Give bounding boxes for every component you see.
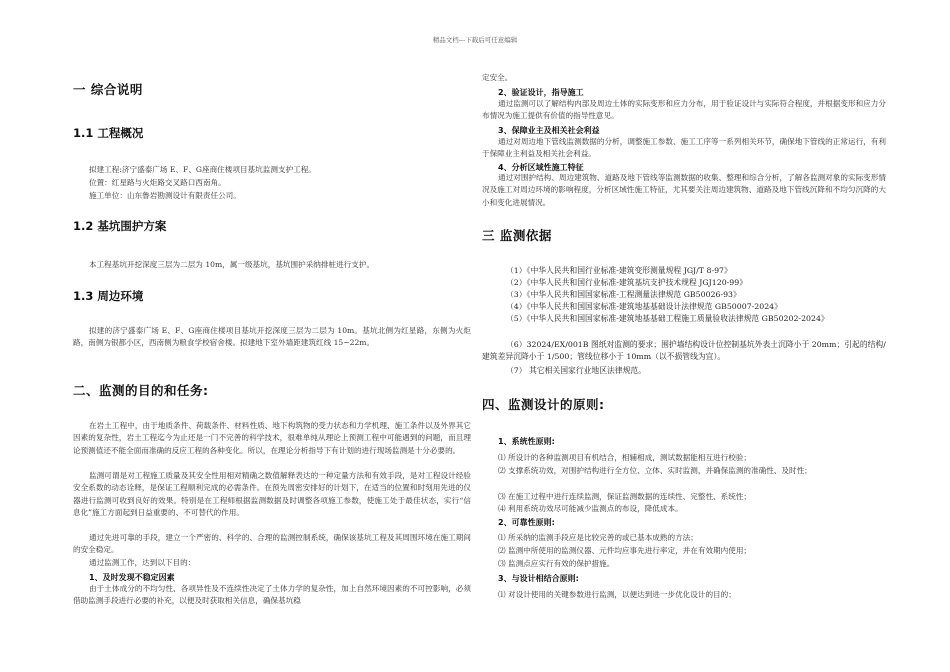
goal-2-text: 通过监测可以了解结构内部及周边土体的实际变形和应力分布，用于验证设计与实际符合程度，并根据变形和应力分布情况为施工提供有价值的指导性意见。 [482,99,886,121]
principle-2-item: ⑶ 监测点应实行有效的保护措施。 [498,559,615,568]
principle-1-item-text: ⑵ 支撑系统功效，对围护结构进行全方位、立体、实时监测，并确保监测的准确性、及时性； [498,466,812,475]
section-2-para-3: 通过先进可靠的手段，建立一个严密的、科学的、合理的监测控制系统，确保该基坑工程及其周围环境在施工期间的安全稳定。 [73,533,471,555]
project-location: 位置：红星路与火炬路交叉路口西南角。 [89,178,226,187]
section-2-title: 二、监测的目的和任务: [73,383,209,398]
principle-1-item: ⑶ 在施工过程中进行连续监测，保证监测数据的连续性、完整性、系统性； [498,492,752,501]
section-1-3-text: 拟建的济宁盛泰广场 E、F、G座商住楼项目基坑开挖深度三层为二层为 10m。基坑北侧为红星路，东侧为火炬路，南侧为银都小区，西南侧为粮食学校宿舍楼。拟建地下室外墙距建筑红线 15~22m。 [73,326,471,348]
goal-3-title: 3、保障业主及相关社会利益 [498,126,600,135]
reference-item: （5）《中华人民共和国国家标准-建筑地基基础工程施工质量验收法律规范 GB50202-2024》 [506,314,829,323]
goal-3-text: 通过对周边地下管线监测数据的分析，调整施工参数、施工工序等一系列相关环节，确保地下管线的正常运行，有利于保障业主利益及相关社会利益。 [482,137,886,159]
goal-1-text: 由于土体成分的不均匀性、各项异性及不连续性决定了土体力学的复杂性，加上自然环境因素的不可控影响，必须借助监测手段进行必要的补充，以便及时获取相关信息，确保基坑稳 [73,584,471,606]
principle-2-item: ⑵ 监测中所使用的监测仪器、元件均应事先进行率定，并在有效期内使用； [498,546,752,555]
project-name: 拟建工程:济宁盛泰广场 E、F、G座商住楼项目基坑监测支护工程。 [89,165,316,174]
principle-2-item: ⑴ 所采纳的监测手段应是比较完善的或已基本成熟的方法； [498,533,698,542]
section-1-title: 一 综合说明 [73,82,143,97]
continued-text: 定安全。 [482,73,513,82]
section-3-title: 三 监测依据 [482,228,552,243]
section-2-para-1: 在岩土工程中，由于地质条件、荷载条件、材料性质、地下构筑物的受力状态和力学机理、施工条件以及外界其它因素的复杂性，岩土工程迄今为止还是一门不完善的科学技术，很难单纯从理论上预测工程中可能遇到的问题，而且理论预测值还不能全面而准确的反应工程的各种变化。所以，在理论分析指导下有计划的进行现场监测是十分必要的。 [73,421,471,455]
reference-item-6: （6）32024/EX/001B 图纸对监测的要求；围护墙结构设计位控制基坑外表土沉降小于 20mm；引起的结构/建筑差异沉降小于 1/500；管线位移小于 10mm（以不损管线为宜）。 [482,340,886,361]
principle-3-item: ⑴ 对设计使用的关键参数进行监测，以便达到进一步优化设计的目的； [498,590,736,599]
reference-item: （1）《中华人民共和国行业标准-建筑变形测量规程 JGJ/T 8-97》 [506,266,732,275]
section-4-title: 四、监测设计的原则: [482,397,605,412]
header-note: 精品文档---下载后可任意编辑 [432,36,518,44]
reference-item: （3）《中华人民共和国国家标准-工程测量法律规范 GB50026-93》 [506,290,741,299]
section-1-1-title: 1.1 工程概况 [73,126,144,140]
reference-item: （2）《中华人民共和国行业标准-建筑基坑支护技术规程 JGJ120-99》 [506,278,748,287]
section-2-para-4: 通过监测工作，达到以下目的： [89,558,196,567]
section-1-3-title: 1.3 周边环境 [73,289,144,303]
principle-1-item: ⑷ 利用系统功效尽可能减少监测点的布设，降低成本。 [498,504,683,513]
goal-1-title: 1、及时发现不稳定因素 [89,573,175,582]
principle-3-title: 3、与设计相结合原则: [498,574,579,583]
principle-2-title: 2、可靠性原则: [498,518,555,527]
section-1-2-title: 1.2 基坑围护方案 [73,219,167,233]
goal-2-title: 2、验证设计，指导施工 [498,88,584,97]
principle-1-item: ⑴ 所设计的各种监测项目有机结合，相辅相成，测试数据能相互进行校验； [498,453,752,462]
principle-1-title: 1、系统性原则: [498,437,555,446]
principle-1-item [482,465,886,477]
reference-item-7: （7） 其它相关国家行业地区法律规范。 [506,366,646,375]
reference-item: （4）《中华人民共和国国家标准-建筑地基基础设计法律规范 GB50007-2024》 [506,302,782,311]
goal-4-title: 4、分析区域性施工特征 [498,163,584,172]
goal-4-text: 通过对围护结构、周边建筑物、道路及地下管线等监测数据的收集、整理和综合分析，了解各监测对象的实际变形情况及施工对周边环境的影响程度，分析区域性施工特征，尤其要关注周边建筑物、道路及地下管线沉降和不均匀沉降的大小和变化进展情况。 [482,173,886,207]
section-1-2-text: 本工程基坑开挖深度三层为二层为 10m，属一级基坑，基坑围护采纳排桩进行支护。 [89,260,375,269]
section-2-para-2: 监测可谓是对工程施工质量及其安全性用相对精确之数值解释表达的一种定量方法和有效手段，是对工程设计经验安全系数的动态诠释，是保证工程顺利完成的必需条件。在预先周密安排好的计划下，在适当的位置和时刻用先进的仪器进行监测可收到良好的效果。特别是在工程师根据监测数据及时调整各项施工参数，使施工处于最佳状态，实行“信息化”施工方面起到日益重要的、不可替代的作用。 [73,471,471,518]
project-unit: 施工单位：山东鲁岩勘测设计有限责任公司。 [89,191,241,200]
